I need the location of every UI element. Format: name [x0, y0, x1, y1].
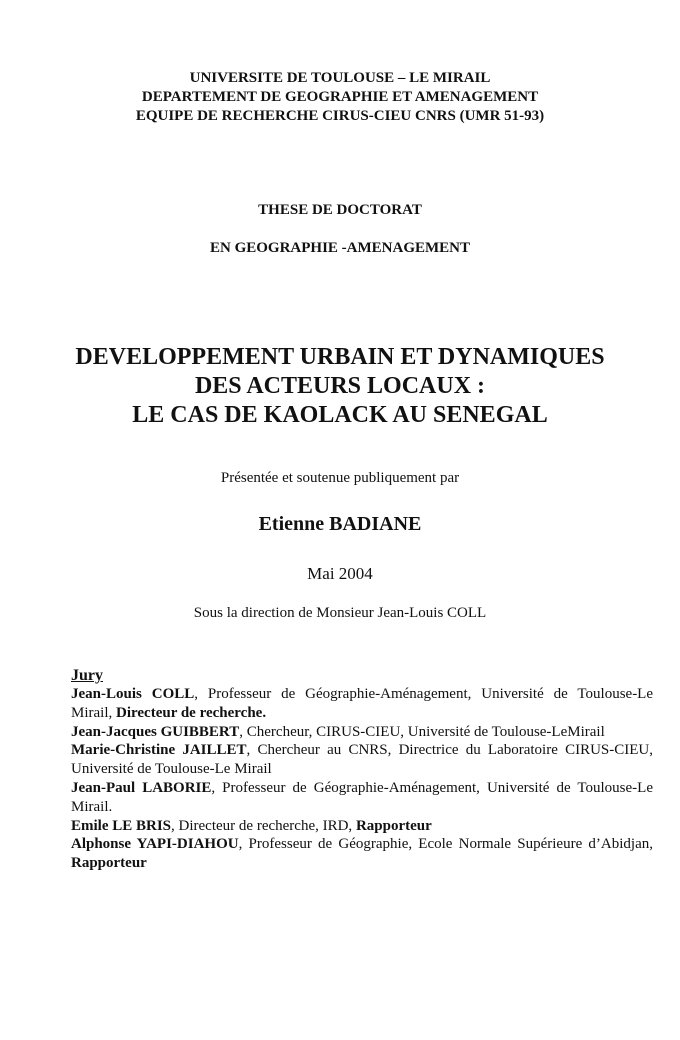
institution-header: [0, 69, 680, 126]
jury-member: [71, 685, 653, 723]
supervisor-line: Sous la direction de Monsieur Jean-Louis COLL: [193, 605, 487, 621]
jury-member-name: Marie-Christine JAILLET: [71, 742, 247, 759]
jury-heading: Jury: [71, 667, 103, 684]
jury-member-details: , Chercheur au CNRS, Directrice du Laboratoire CIRUS-CIEU, Université de Toulouse-Le Mirail: [71, 742, 653, 778]
jury-member-details: , Chercheur, CIRUS-CIEU, Université de Toulouse-LeMirail: [239, 723, 605, 740]
author-name: Etienne BADIANE: [258, 513, 422, 535]
jury-member-name: Jean-Paul LABORIE: [71, 779, 212, 796]
title-line-2: DES ACTEURS LOCAUX :: [194, 373, 486, 399]
jury-member-role: Rapporteur: [71, 855, 147, 872]
thesis-title: [0, 343, 680, 430]
jury-member-name: Jean-Louis COLL: [71, 686, 195, 702]
jury-member-name: Emile LE BRIS: [71, 817, 172, 834]
research-team: EQUIPE DE RECHERCHE CIRUS-CIEU CNRS (UMR 51-93): [135, 108, 545, 124]
jury-member-details: , Professeur de Géographie-Aménagement, Université de Toulouse-Le Mirail.: [71, 779, 653, 815]
thesis-field: EN GEOGRAPHIE -AMENAGEMENT: [209, 240, 470, 256]
jury-member: [71, 817, 653, 836]
jury-member-role: Rapporteur: [355, 817, 432, 834]
jury-member: [71, 835, 653, 873]
jury-member-details: , Professeur de Géographie-Aménagement, Université de Toulouse-Le Mirail,: [71, 686, 654, 721]
jury-member: [71, 779, 653, 817]
jury-member: [71, 741, 653, 779]
jury-member-name: Jean-Jacques GUIBBERT: [71, 723, 240, 740]
jury-member-name: Alphonse YAPI-DIAHOU: [71, 836, 239, 853]
presented-by: Présentée et soutenue publiquement par: [220, 470, 460, 486]
title-line-3: LE CAS DE KAOLACK AU SENEGAL: [132, 402, 548, 428]
title-line-1: DEVELOPPEMENT URBAIN ET DYNAMIQUES: [75, 344, 605, 370]
jury-section: [71, 667, 653, 873]
jury-member-details: , Professeur de Géographie, Ecole Normale Supérieure d’Abidjan,: [238, 836, 653, 853]
university-name: UNIVERSITE DE TOULOUSE – LE MIRAIL: [189, 70, 491, 86]
jury-member-role: Directeur de recherche.: [116, 704, 267, 721]
jury-member: [71, 723, 653, 742]
department-name: DEPARTEMENT DE GEOGRAPHIE ET AMENAGEMENT: [141, 89, 539, 105]
jury-member-details: , Directeur de recherche, IRD,: [171, 817, 356, 834]
defense-date: Mai 2004: [307, 564, 373, 583]
thesis-type: THESE DE DOCTORAT: [258, 202, 422, 218]
